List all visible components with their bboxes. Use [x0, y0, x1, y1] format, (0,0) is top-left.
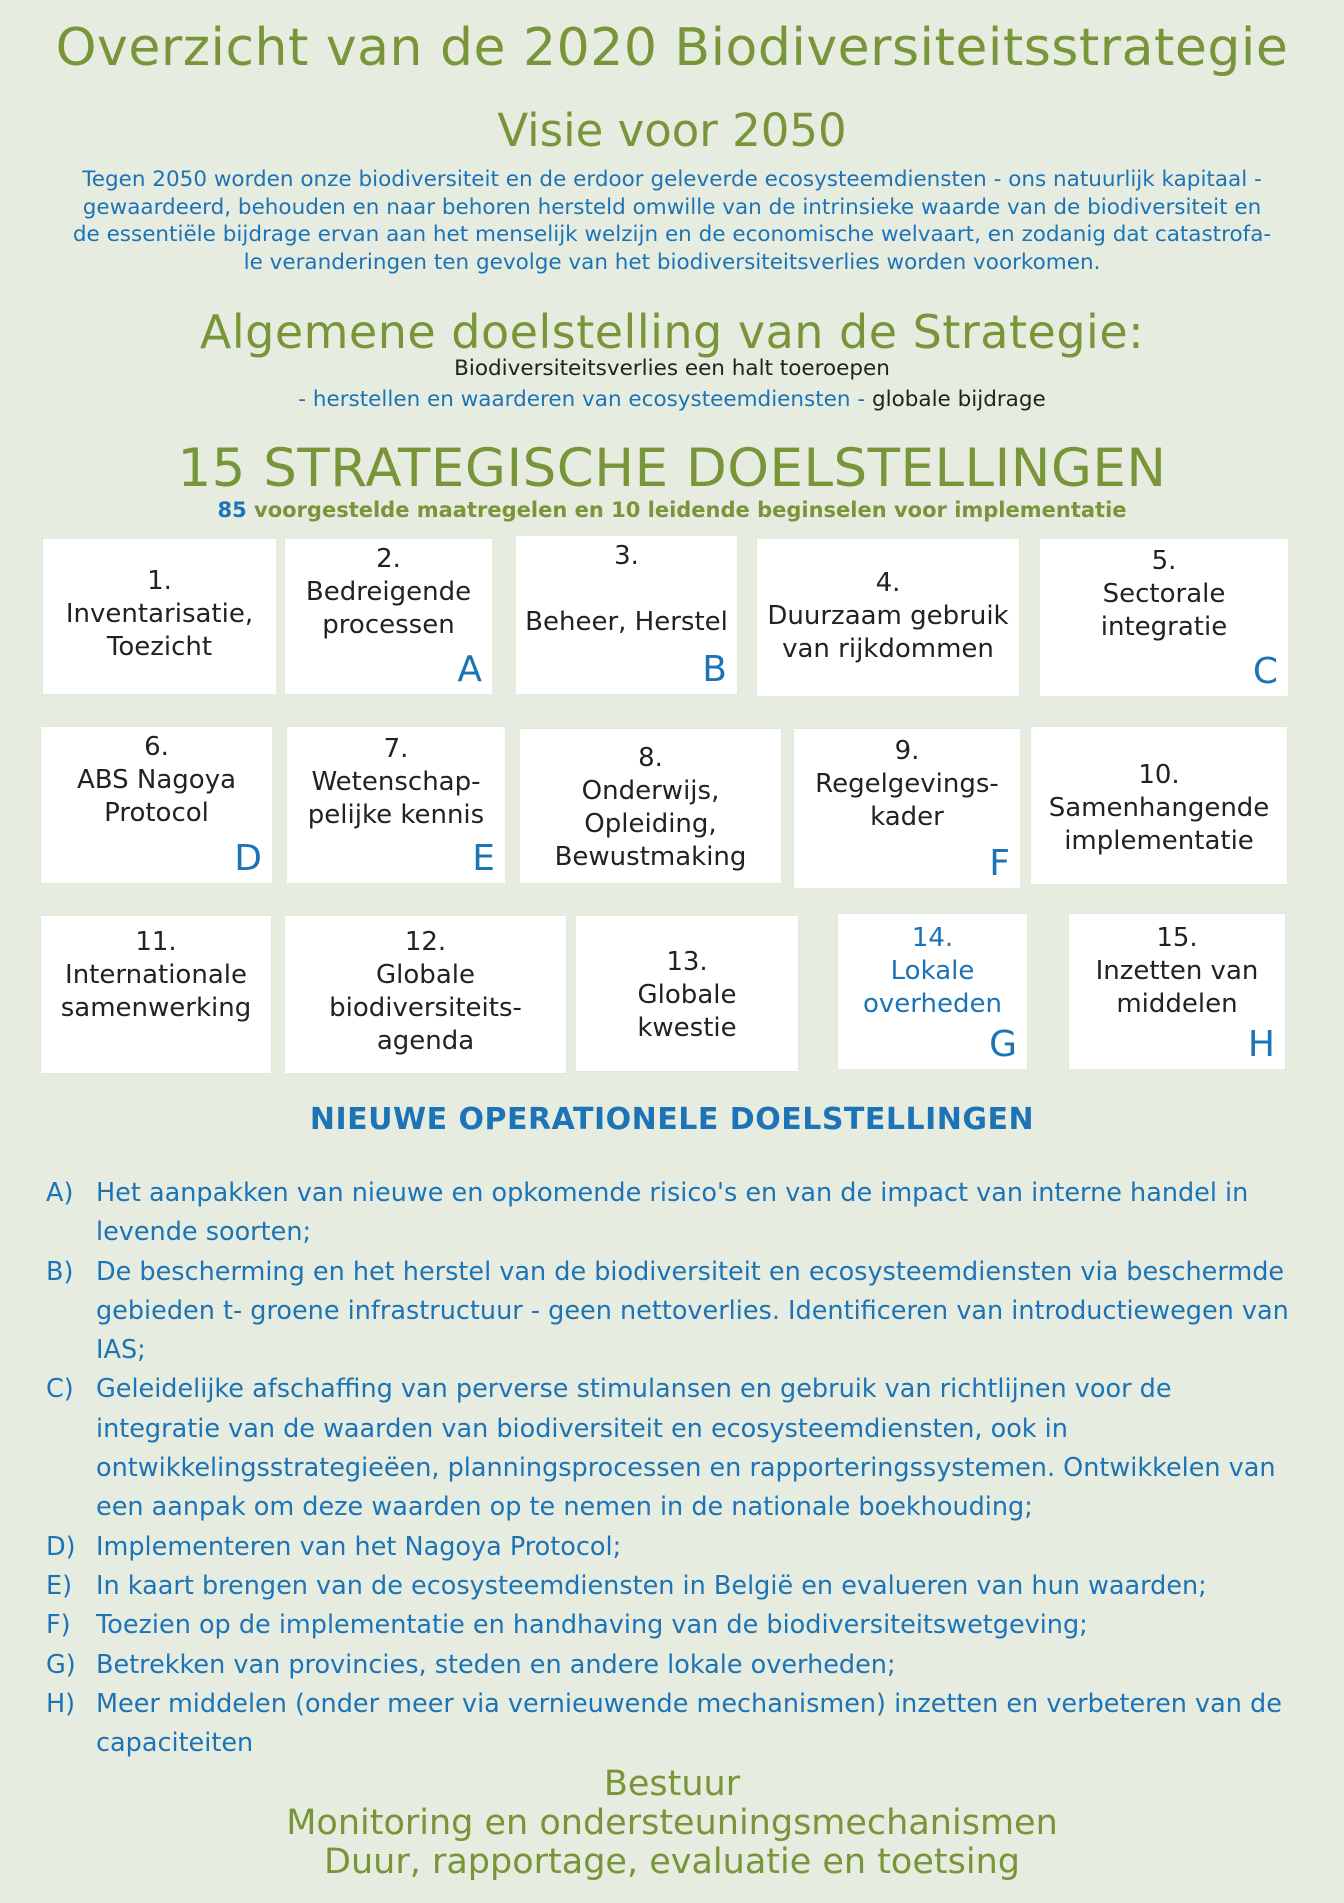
target-label: 7. Wetenschap- pelijke kennis — [307, 734, 485, 830]
target-label: 9. Regelgevings- kader — [815, 736, 999, 832]
target-label: 8. Onderwijs, Opleiding, Bewustmaking — [554, 743, 747, 872]
target-letter: G — [989, 1024, 1017, 1065]
operational-text: Geleidelijke afschaffing van perverse stimulansen en gebruik van richtlijnen voor de integratie van de waarden van biodiversiteit en ecosysteemdiensten, ook in ontwikkelingsstrategieëen, planningsprocessen en rapporteringssystemen. Ontwikkelen van een aanpak om deze waarden op te nemen in de nationale boekhouding; — [96, 1374, 1276, 1523]
target-label: 10. Samenhangende implementatie — [1048, 760, 1270, 856]
targets-subtitle-text: voorgestelde maatregelen en 10 leidende beginselen voor implementatie — [254, 498, 1127, 522]
operational-letter: E) — [46, 1570, 73, 1601]
operational-list — [46, 1174, 1296, 1763]
target-box-12 — [285, 916, 566, 1073]
target-label: 15. Inzetten van middelen — [1095, 923, 1259, 1019]
operational-text: Implementeren van het Nagoya Protocol; — [96, 1531, 622, 1562]
operational-item — [46, 1567, 1296, 1606]
general-goal-global: globale bijdrage — [871, 387, 1046, 412]
operational-text: Toezien op de implementatie en handhaving van de biodiversiteitswetgeving; — [96, 1610, 1088, 1641]
footer-governance: Bestuur — [603, 1764, 741, 1804]
target-box-13 — [576, 916, 798, 1071]
target-box-5 — [1040, 539, 1288, 696]
target-box-10 — [1031, 727, 1287, 884]
target-box-15 — [1069, 914, 1285, 1069]
operational-item — [46, 1606, 1296, 1645]
vision-text — [24, 166, 1320, 276]
general-goal-line-2 — [0, 387, 1344, 412]
vision-line: de essentiële bijdrage ervan aan het menselijk welzijn en de economische welvaart, en zodanig dat catastrofa- — [72, 222, 1272, 247]
general-goal-title: Algemene doelstelling van de Strategie: — [199, 305, 1145, 359]
footer-monitoring: Monitoring en ondersteuningsmechanismen — [286, 1803, 1058, 1843]
operational-text: Meer middelen (onder meer via vernieuwende mechanismen) inzetten en verbeteren van de capaciteiten — [96, 1688, 1282, 1759]
general-goal-line-1: Biodiversiteitsverlies een halt toeroepen — [454, 356, 890, 381]
target-label: 4. Duurzaam gebruik van rijkdommen — [767, 568, 1009, 664]
target-box-14 — [838, 914, 1027, 1069]
target-label: 5. Sectorale integratie — [1100, 546, 1228, 642]
operational-letter: B) — [46, 1256, 74, 1287]
target-letter: B — [702, 649, 727, 690]
target-label: 2. Bedreigende processen — [305, 544, 472, 640]
operational-letter: D) — [46, 1531, 76, 1562]
vision-line: le veranderingen ten gevolge van het biodiversiteitsverlies worden voorkomen. — [243, 249, 1101, 275]
target-letter: C — [1252, 651, 1278, 692]
target-label: 14. Lokale overheden — [863, 923, 1002, 1019]
vision-line: gewaardeerd, behouden en naar behoren hersteld omwille van de intrinsieke waarde van de biodiversiteit en — [82, 194, 1262, 220]
target-label: 12. Globale biodiversiteits- agenda — [329, 927, 522, 1056]
operational-text: In kaart brengen van de ecosysteemdiensten in België en evalueren van hun waarden; — [96, 1570, 1207, 1601]
target-box-2 — [285, 539, 492, 694]
target-label: 6. ABS Nagoya Protocol — [76, 732, 237, 828]
target-label: 3. Beheer, Herstel — [525, 541, 728, 637]
target-letter: D — [234, 838, 262, 879]
target-box-9 — [794, 729, 1020, 888]
operational-item — [46, 1253, 1296, 1371]
operational-letter: A) — [46, 1178, 74, 1208]
target-box-6 — [41, 727, 272, 883]
operational-letter: H) — [46, 1688, 76, 1719]
target-box-11 — [41, 916, 271, 1073]
target-box-3 — [516, 536, 737, 694]
operational-text: Betrekken van provincies, steden en andere lokale overheden; — [96, 1649, 896, 1680]
target-label: 11. Internationale samenwerking — [60, 927, 252, 1023]
general-goal-services: - herstellen en waarderen van ecosysteemdiensten - — [298, 387, 866, 412]
operational-item — [46, 1646, 1296, 1685]
target-box-7 — [287, 727, 505, 883]
operational-text: Het aanpakken van nieuwe en opkomende risico's en van de impact van interne handel in levende soorten; — [96, 1178, 1249, 1248]
operational-text: De bescherming en het herstel van de biodiversiteit en ecosysteemdiensten via beschermde gebieden t- groene infrastructuur - geen nettoverlies. Identificeren van introductiewegen van IAS; — [96, 1256, 1289, 1366]
target-letter: A — [457, 649, 482, 690]
target-box-4 — [757, 539, 1019, 696]
target-letter: E — [472, 838, 495, 879]
operational-item — [46, 1685, 1296, 1764]
target-box-8 — [520, 729, 781, 883]
operational-item — [46, 1528, 1296, 1567]
target-label: 13. Globale kwestie — [637, 947, 737, 1043]
operational-letter: F) — [46, 1610, 71, 1641]
measures-count: 85 — [217, 498, 247, 522]
vision-line: Tegen 2050 worden onze biodiversiteit en de erdoor geleverde ecosysteemdiensten - ons natuurlijk kapitaal - — [82, 167, 1262, 192]
target-letter: H — [1247, 1024, 1275, 1065]
target-label: 1. Inventarisatie, Toezicht — [65, 566, 254, 662]
footer-evaluation: Duur, rapportage, evaluatie en toetsing — [324, 1842, 1020, 1882]
target-box-1 — [43, 539, 276, 694]
page-title: Overzicht van de 2020 Biodiversiteitsstrategie — [55, 18, 1289, 78]
operational-letter: G) — [46, 1649, 76, 1680]
target-letter: F — [989, 843, 1010, 884]
operational-item — [46, 1174, 1296, 1253]
vision-title: Visie voor 2050 — [497, 104, 847, 157]
operational-title: NIEUWE OPERATIONELE DOELSTELLINGEN — [309, 1102, 1035, 1137]
targets-subtitle — [0, 498, 1344, 522]
operational-letter: C) — [46, 1374, 74, 1405]
operational-item — [46, 1370, 1296, 1527]
targets-title: 15 STRATEGISCHE DOELSTELLINGEN — [177, 438, 1167, 499]
